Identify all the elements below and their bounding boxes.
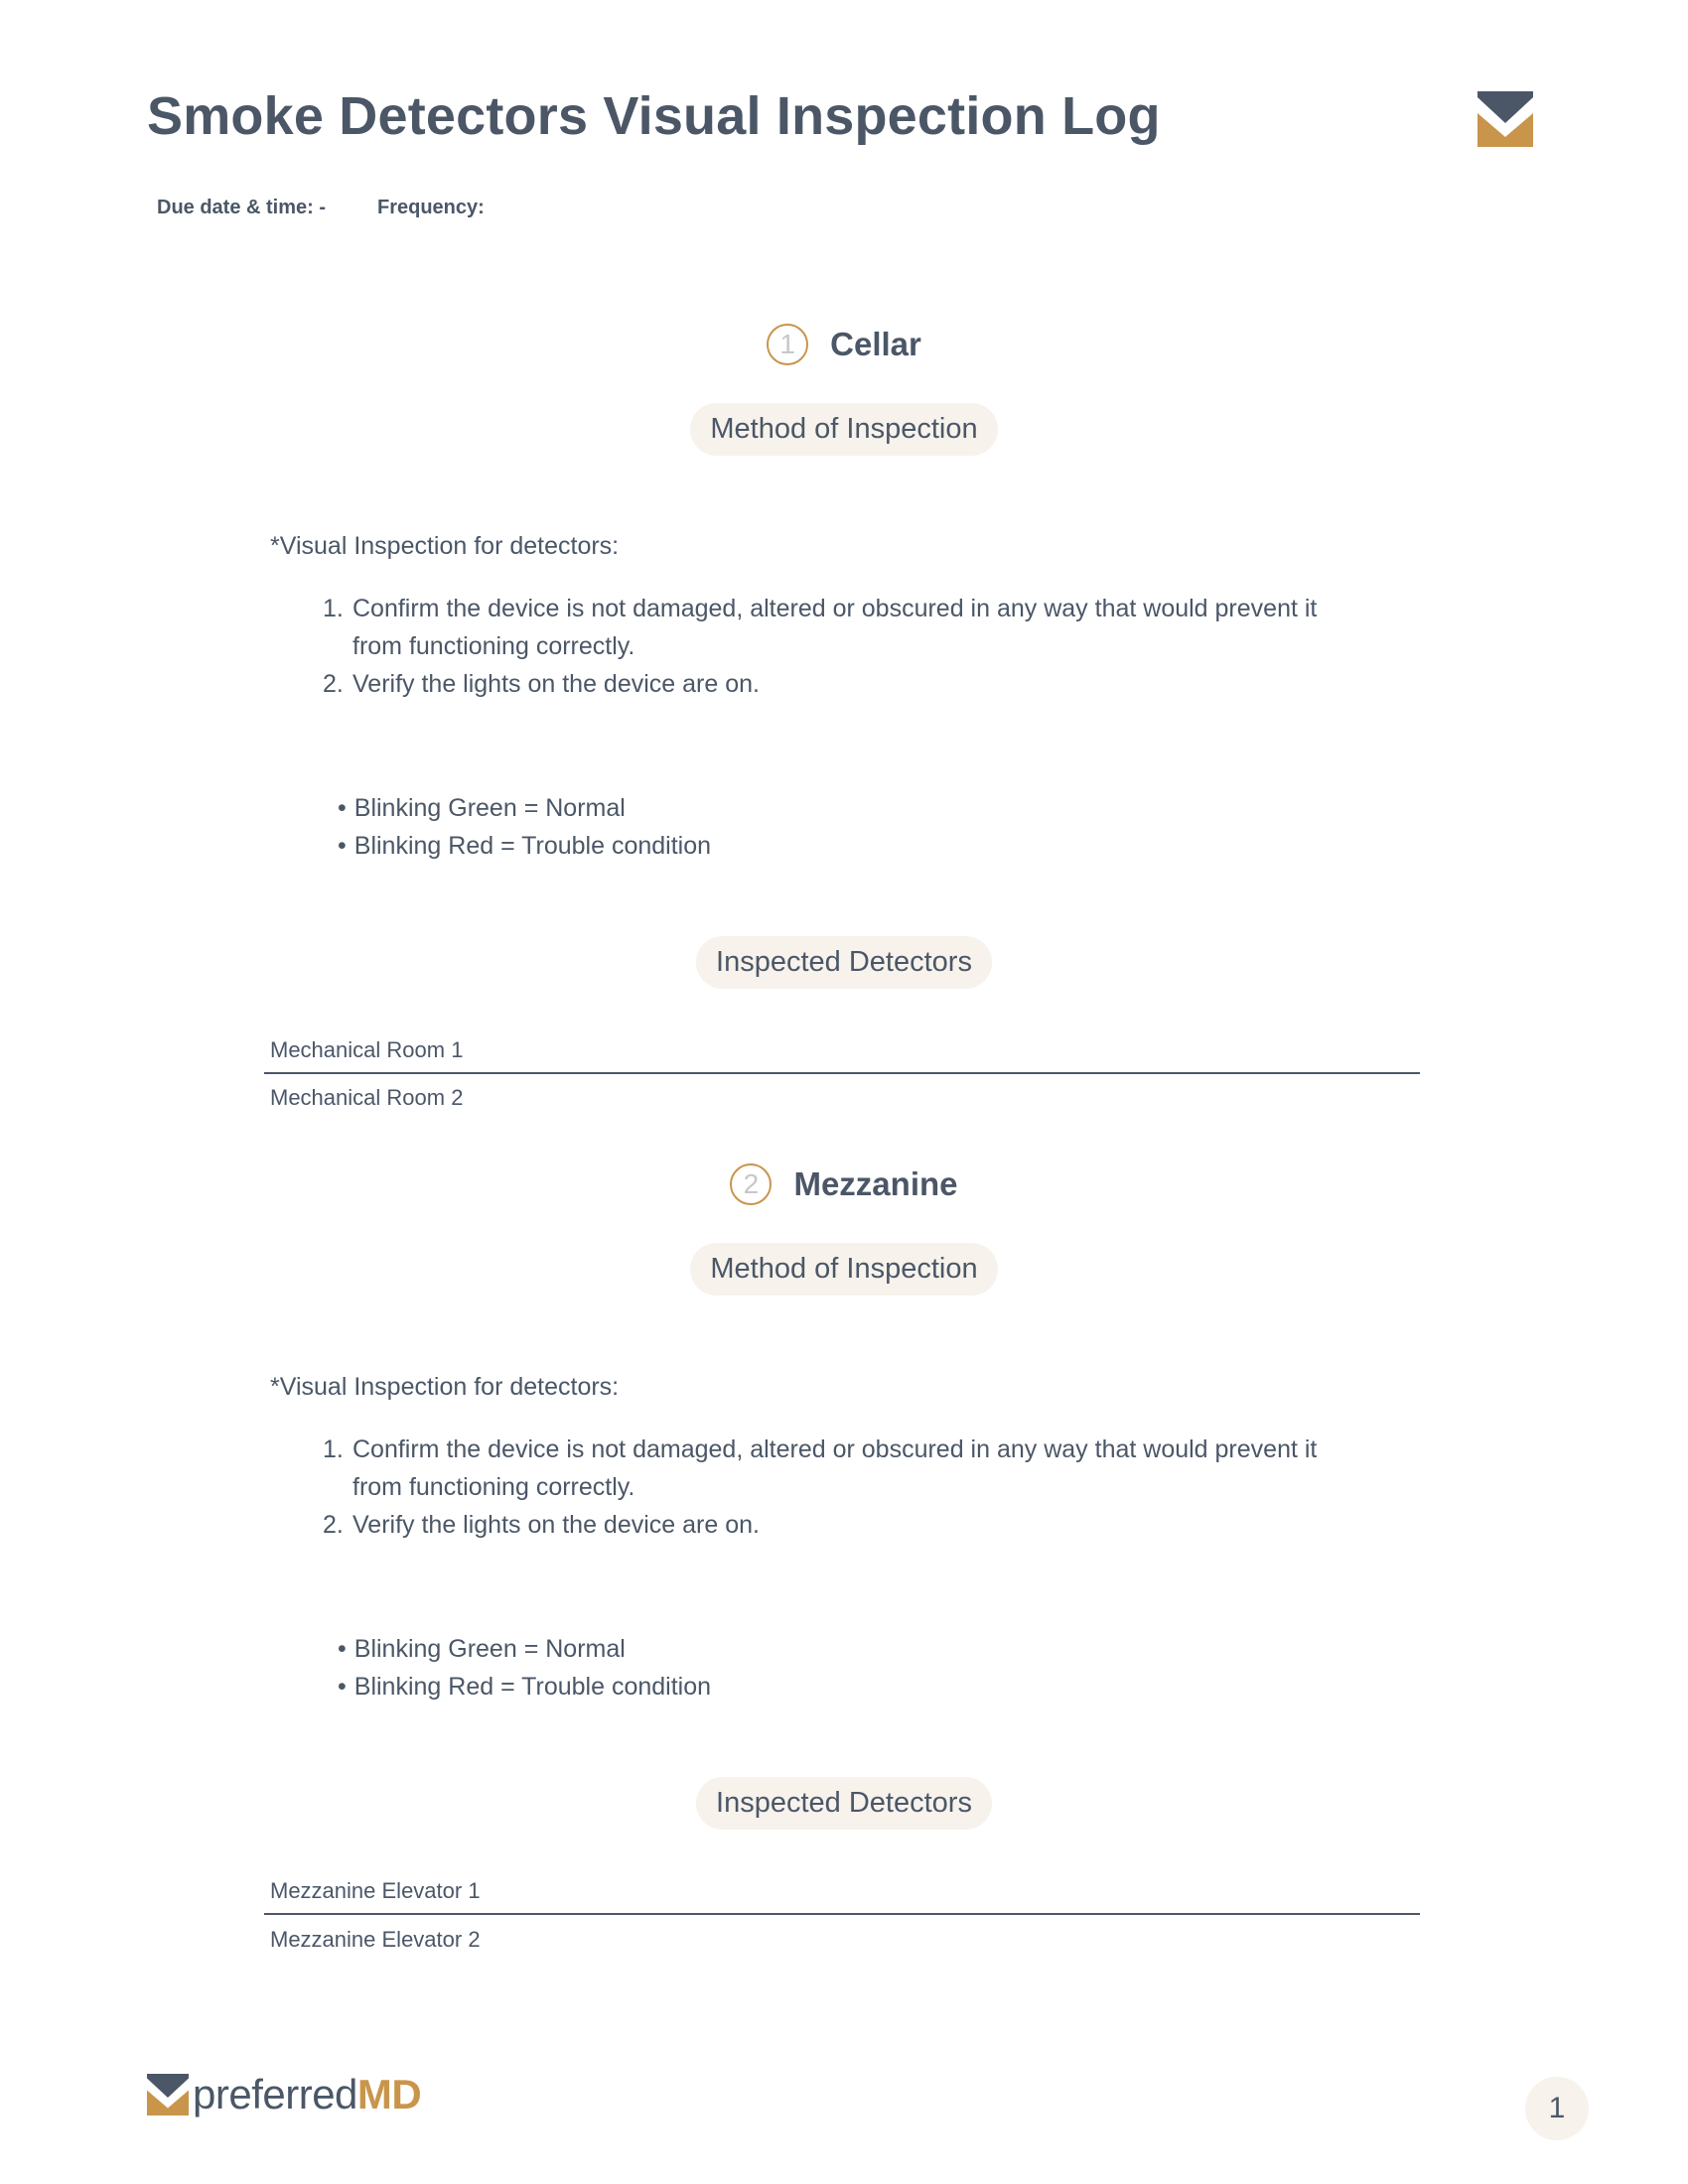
light-status-list	[338, 1630, 711, 1706]
divider	[264, 1913, 1420, 1915]
checkmark-logo-icon	[147, 2074, 189, 2116]
inspection-steps	[323, 1431, 1355, 1544]
detector-item: Mechanical Room 2	[270, 1085, 464, 1110]
list-item: 2. Verify the lights on the device are on.	[323, 1511, 760, 1539]
method-of-inspection-label: Method of Inspection	[690, 1243, 997, 1296]
detector-item: Mezzanine Elevator 1	[270, 1878, 481, 1903]
divider	[264, 1072, 1420, 1074]
inspection-intro: *Visual Inspection for detectors:	[270, 1373, 620, 1401]
inspected-detectors-label: Inspected Detectors	[696, 1777, 992, 1830]
detector-item: Mechanical Room 1	[270, 1037, 464, 1062]
footer-brand	[147, 2071, 421, 2118]
inspection-intro: *Visual Inspection for detectors:	[270, 532, 620, 560]
page-number: 1	[1525, 2077, 1589, 2140]
due-date-label: Due date & time: -	[157, 197, 327, 218]
list-item: 1. Confirm the device is not damaged, altered or obscured in any way that would prevent it from functioning correctly.	[323, 1435, 1318, 1501]
light-status-list	[338, 789, 711, 865]
list-item: • Blinking Green = Normal	[338, 789, 711, 827]
list-item: • Blinking Green = Normal	[338, 1630, 711, 1668]
section-header-mezzanine	[0, 1160, 1688, 1209]
section-title: Cellar	[830, 326, 921, 362]
section-number-badge: 2	[730, 1163, 772, 1205]
section-title: Mezzanine	[793, 1165, 958, 1202]
checkmark-logo-icon	[1477, 91, 1533, 147]
list-item: 1. Confirm the device is not damaged, altered or obscured in any way that would prevent it from functioning correctly.	[323, 595, 1318, 660]
method-of-inspection-label: Method of Inspection	[690, 403, 997, 456]
frequency-label: Frequency:	[377, 197, 485, 218]
inspection-steps	[323, 590, 1355, 703]
section-header-cellar	[0, 320, 1688, 369]
page-title: Smoke Detectors Visual Inspection Log	[147, 86, 1161, 146]
list-item: 2. Verify the lights on the device are on.	[323, 670, 760, 698]
brand-name: preferredMD	[193, 2071, 422, 2117]
detector-item: Mezzanine Elevator 2	[270, 1927, 481, 1952]
list-item: • Blinking Red = Trouble condition	[338, 827, 711, 865]
list-item: • Blinking Red = Trouble condition	[338, 1668, 711, 1706]
section-number-badge: 1	[767, 324, 808, 365]
inspected-detectors-label: Inspected Detectors	[696, 936, 992, 989]
